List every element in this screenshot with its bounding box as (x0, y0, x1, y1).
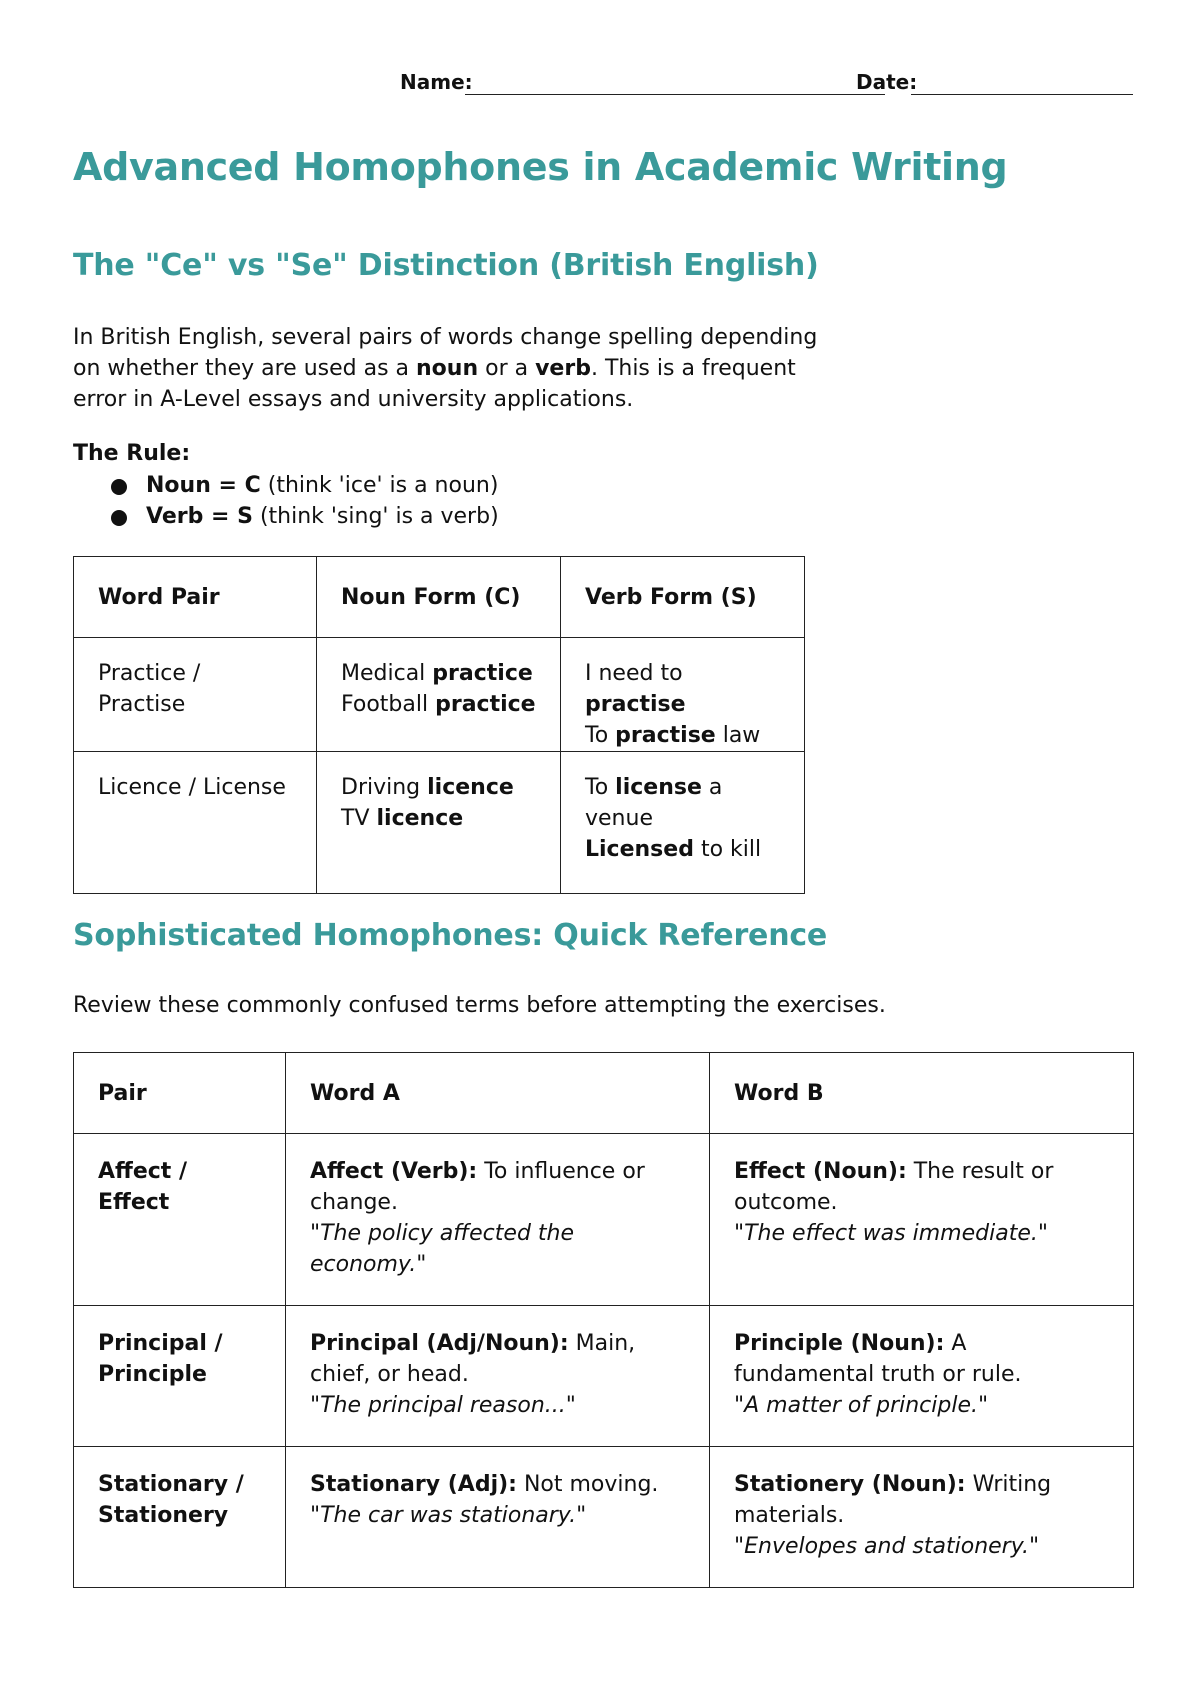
bold-term: practice (435, 692, 536, 717)
cell-word-b (710, 1447, 1134, 1588)
name-field-line (465, 94, 885, 95)
text: Football (341, 692, 436, 717)
header-noun-form: Noun Form (C) (317, 557, 561, 638)
table-row (74, 1306, 1134, 1447)
definition: A fundamental truth or rule. (734, 1331, 1022, 1387)
text: to kill (693, 837, 762, 862)
cell-verb-form (561, 752, 805, 894)
example: "The effect was immediate." (734, 1221, 1048, 1246)
cell-line (585, 720, 780, 751)
bold-term: practise (615, 723, 716, 748)
cell-noun-form (317, 752, 561, 894)
cell-pair (74, 1447, 286, 1588)
name-date-header (73, 70, 1133, 100)
example: "Envelopes and stationery." (734, 1534, 1040, 1559)
section-heading-quick-reference: Sophisticated Homophones: Quick Reference (73, 918, 828, 953)
text: a (701, 775, 723, 800)
cell-word-b (710, 1306, 1134, 1447)
intro-bold-noun: noun (416, 356, 479, 381)
cell-pair (74, 1134, 286, 1306)
example: "The principal reason..." (310, 1393, 576, 1418)
rule-bold: Verb = S (146, 504, 253, 529)
table-row (74, 752, 805, 894)
table-row (74, 1447, 1134, 1588)
ce-se-table (73, 556, 805, 894)
cell-line (341, 803, 536, 834)
date-label: Date: (856, 70, 918, 94)
rule-item-verb (73, 501, 499, 532)
bold-term: licence (376, 806, 464, 831)
cell-line (341, 689, 536, 720)
term: Stationary (Adj): (310, 1472, 517, 1497)
pair-label: Principal / Principle (98, 1331, 223, 1387)
table-row (74, 1134, 1134, 1306)
text: Driving (341, 775, 428, 800)
header-verb-form: Verb Form (S) (561, 557, 805, 638)
rule-item-noun (73, 470, 499, 501)
table-row (74, 638, 805, 752)
intro-text-1: In British English, several pairs of words change spelling depending on whether they are used as a (73, 325, 818, 381)
text: TV (341, 806, 377, 831)
term: Stationery (Noun): (734, 1472, 966, 1497)
bold-term: practice (432, 661, 533, 686)
name-label: Name: (400, 70, 473, 94)
example: "The car was stationary." (310, 1503, 587, 1528)
text: To (585, 723, 616, 748)
cell-noun-form (317, 638, 561, 752)
header-word-b: Word B (710, 1053, 1134, 1134)
cell-word-pair (74, 752, 317, 894)
intro-bold-verb: verb (535, 356, 591, 381)
page-title: Advanced Homophones in Academic Writing (73, 145, 1008, 189)
cell-line: Licence / License (98, 775, 286, 800)
cell-line (341, 658, 536, 689)
intro-text-2: or a (478, 356, 536, 381)
rule-text: (think 'sing' is a verb) (252, 504, 499, 529)
definition: To influence or change. (310, 1159, 645, 1215)
definition: Main, chief, or head. (310, 1331, 636, 1387)
cell-verb-form (561, 638, 805, 752)
bold-term: license (615, 775, 702, 800)
quick-reference-lead: Review these commonly confused terms before attempting the exercises. (73, 993, 886, 1018)
header-word-a: Word A (286, 1053, 710, 1134)
bullet-dot-icon (111, 510, 127, 526)
cell-pair (74, 1306, 286, 1447)
cell-line (585, 772, 780, 803)
intro-paragraph (73, 322, 833, 415)
cell-line: Practise (98, 692, 186, 717)
rule-list (73, 470, 499, 532)
cell-word-a (286, 1447, 710, 1588)
header-word-pair: Word Pair (74, 557, 317, 638)
cell-line (585, 658, 780, 720)
rule-text: (think 'ice' is a noun) (260, 473, 499, 498)
cell-word-b (710, 1134, 1134, 1306)
cell-line (585, 803, 780, 834)
term: Principle (Noun): (734, 1331, 945, 1356)
date-field-line (911, 94, 1133, 95)
rule-title: The Rule: (73, 441, 191, 466)
definition: Not moving. (516, 1472, 659, 1497)
term: Effect (Noun): (734, 1159, 907, 1184)
rule-bold: Noun = C (146, 473, 261, 498)
example: "A matter of principle." (734, 1393, 989, 1418)
cell-line (341, 772, 536, 803)
text: To (585, 775, 616, 800)
cell-word-a (286, 1306, 710, 1447)
table-header-row (74, 1053, 1134, 1134)
term: Principal (Adj/Noun): (310, 1331, 569, 1356)
section-heading-ce-se: The "Ce" vs "Se" Distinction (British English) (73, 248, 819, 283)
intro-text-3: . This is a frequent error in A-Level essays and university applications. (73, 356, 796, 412)
text: venue (585, 806, 653, 831)
bullet-dot-icon (111, 479, 127, 495)
text: I need to (585, 661, 683, 686)
cell-line (585, 834, 780, 865)
cell-line: Practice / (98, 661, 201, 686)
definition: Writing materials. (734, 1472, 1052, 1528)
definition: The result or outcome. (734, 1159, 1054, 1215)
bold-term: Licensed (585, 837, 694, 862)
text: Medical (341, 661, 433, 686)
quick-reference-table (73, 1052, 1134, 1588)
pair-label: Stationary / Stationery (98, 1472, 244, 1528)
text: law (715, 723, 761, 748)
cell-word-pair (74, 638, 317, 752)
example: "The policy affected the economy." (310, 1221, 574, 1277)
bold-term: licence (427, 775, 514, 800)
pair-label: Affect / Effect (98, 1159, 188, 1215)
header-pair: Pair (74, 1053, 286, 1134)
bold-term: practise (585, 692, 686, 717)
term: Affect (Verb): (310, 1159, 478, 1184)
table-header-row (74, 557, 805, 638)
cell-word-a (286, 1134, 710, 1306)
